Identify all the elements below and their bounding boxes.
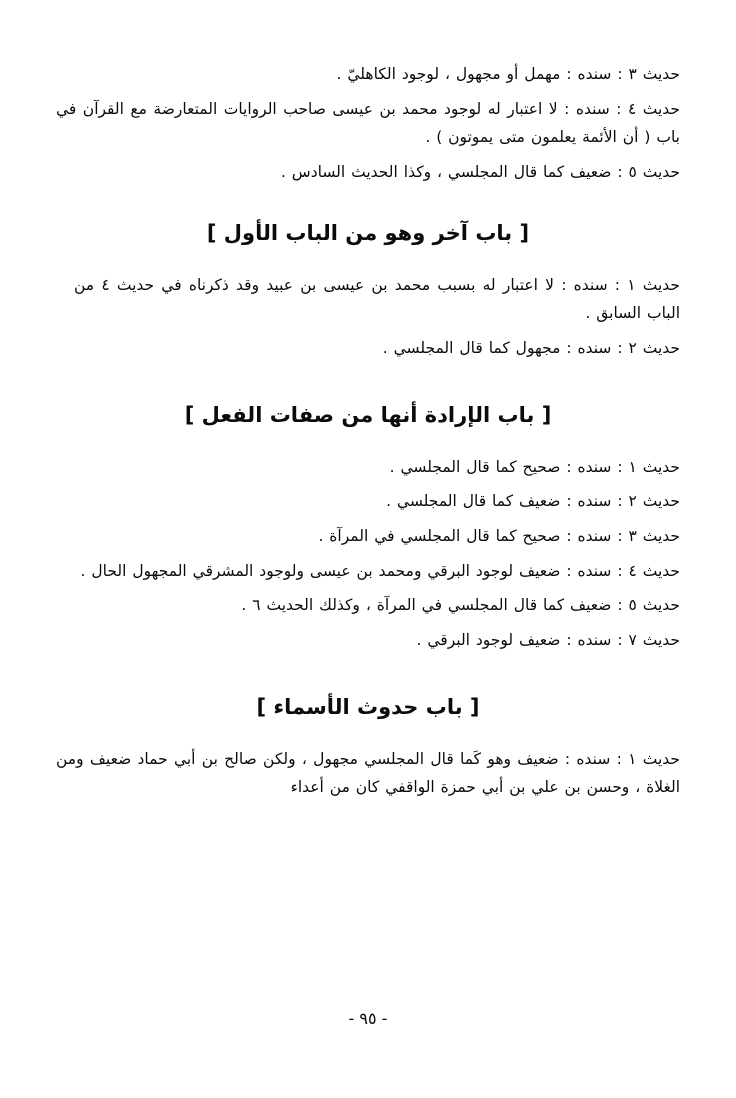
- chapter-heading-bab-akhar: [ باب آخر وهو من الباب الأول ]: [206, 220, 530, 245]
- hadith-entry: حديث ٤ : سنده : لا اعتبار له لوجود محمد بن عيسى صاحب الروايات المتعارضة مع القرآن في باب ( أن الأئمة يعلمون متى يموتون ) .: [56, 99, 680, 147]
- hadith-entry: حديث ٥ : ضعيف كما قال المجلسي في المرآة ، وكذلك الحديث ٦ .: [241, 596, 680, 615]
- section-bab-huduth: [56, 745, 680, 802]
- section-top: [56, 60, 680, 187]
- hadith-entry: حديث ٣ : سنده : مهمل أو مجهول ، لوجود الكاهليّ .: [336, 65, 680, 83]
- hadith-entry: حديث ١ : سنده : لا اعتبار له بسبب محمد بن عيسى بن عبيد وقد ذكرناه في حديث ٤ من الباب السابق .: [74, 275, 680, 323]
- section-bab-akhar: [56, 271, 680, 363]
- hadith-entry: حديث ٣ : سنده : صحيح كما قال المجلسي في المرآة .: [318, 527, 680, 546]
- hadith-entry: حديث ٢ : سنده : مجهول كما قال المجلسي .: [382, 339, 680, 358]
- section-bab-irada: [56, 453, 680, 655]
- hadith-entry: حديث ١ : سنده : صحيح كما قال المجلسي .: [389, 457, 680, 476]
- hadith-entry: حديث ٧ : سنده : ضعيف لوجود البرقي .: [416, 631, 680, 650]
- hadith-entry: حديث ٢ : سنده : ضعيف كما قال المجلسي .: [386, 492, 680, 511]
- page-content: [56, 60, 680, 802]
- page-number: - ٩٥ -: [348, 1009, 388, 1028]
- hadith-entry: حديث ١ : سنده : ضعيف وهو كَما قال المجلسي مجهول ، ولكن صالح بن أبي حماد ضعيف ومن الغلاة ، وحسن بن علي بن أبي حمزة الواقفي كان من أعداء: [56, 749, 680, 797]
- hadith-entry: حديث ٤ : سنده : ضعيف لوجود البرقي ومحمد بن عيسى ولوجود المشرقي المجهول الحال .: [80, 561, 680, 580]
- hadith-entry: حديث ٥ : ضعيف كما قال المجلسي ، وكذا الحديث السادس .: [280, 163, 680, 182]
- chapter-heading-bab-huduth: [ باب حدوث الأسماء ]: [256, 694, 480, 719]
- chapter-heading-bab-irada: [ باب الإرادة أنها من صفات الفعل ]: [184, 402, 552, 427]
